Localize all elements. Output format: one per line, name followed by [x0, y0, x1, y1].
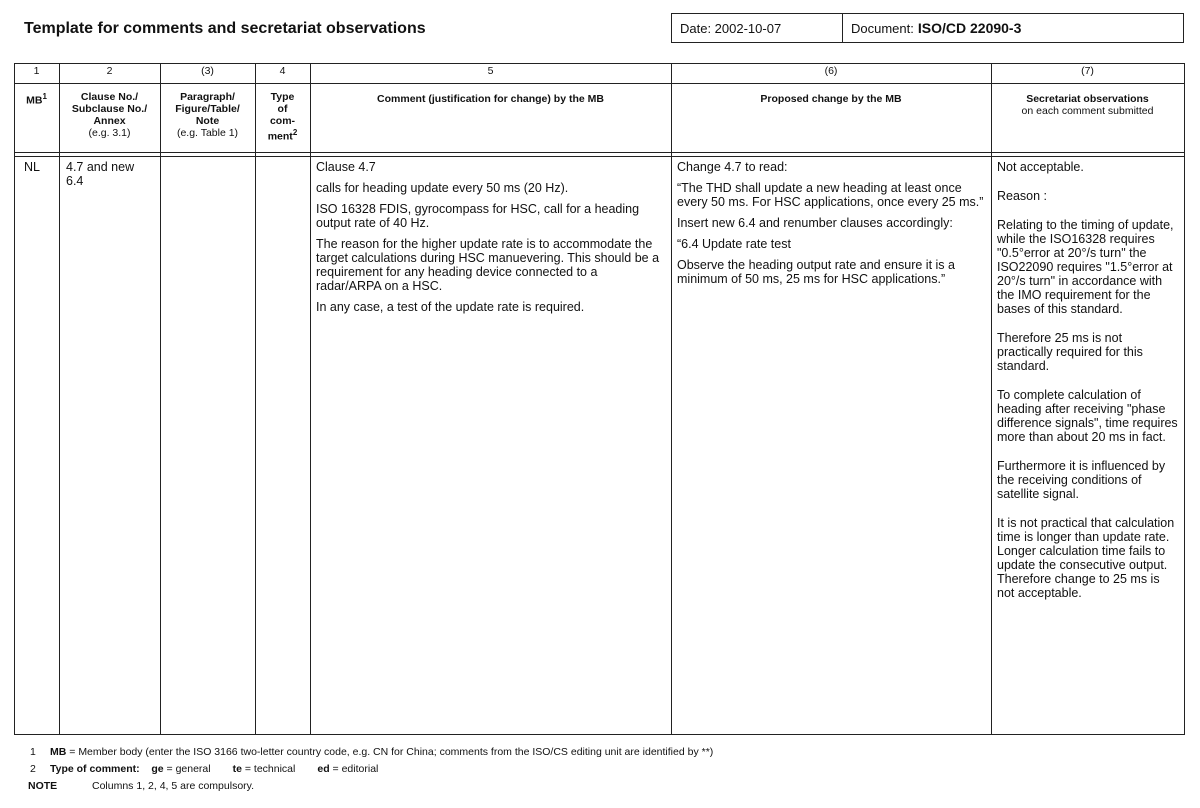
row-comment	[310, 160, 666, 321]
header-clause-line1: Clause No./	[80, 91, 139, 103]
table-divider-header	[14, 152, 1185, 153]
footnote-2-number: 2	[30, 763, 36, 775]
observation-para-1: Not acceptable.	[997, 160, 1084, 174]
col-divider-2	[160, 63, 161, 735]
header-type-line4: ment	[267, 130, 293, 143]
page-title: Template for comments and secretariat observations	[24, 20, 426, 37]
row-mb: NL	[24, 160, 40, 174]
header-paragraph	[160, 91, 255, 139]
header-paragraph-line3: Note	[195, 115, 220, 127]
col-number-5: 5	[487, 65, 494, 77]
footnote-2	[30, 761, 713, 778]
comment-para-2: calls for heading update every 50 ms (20 Hz).	[316, 181, 569, 195]
header-mb-footnote: 1	[42, 92, 47, 101]
header-paragraph-line2: Figure/Table/	[175, 103, 240, 115]
footnote-1-text: = Member body (enter the ISO 3166 two-letter country code, e.g. CN for China; comments from the ISO/CS editing unit are identified by **)	[69, 746, 714, 758]
header-proposed-label: Proposed change by the MB	[760, 93, 902, 105]
header-type-line2: of	[277, 103, 288, 115]
col-number-1: 1	[33, 65, 40, 77]
proposed-para-2: “The THD shall update a new heading at least once every 50 ms. For HSC applications, once every 25 ms.”	[677, 181, 984, 209]
document-label: Document:	[851, 20, 914, 36]
footnote-1-number: 1	[30, 746, 36, 758]
observation-para-6: Furthermore it is influenced by the receiving conditions of satellite signal.	[997, 459, 1166, 501]
footnote-ed-text: = editorial	[332, 763, 379, 775]
header-clause-line3: Annex	[93, 115, 126, 127]
table-border-top	[14, 63, 1185, 64]
proposed-para-1: Change 4.7 to read:	[677, 160, 788, 174]
table-divider-numbers	[14, 83, 1185, 84]
row-proposed	[671, 160, 991, 293]
observation-para-3: Relating to the timing of update, while the ISO16328 requires "0.5°error at 20°/s turn" the ISO22090 requires "1.5°error at 20°/s turn" in accordance with the IMO requirement for the bases of this standard.	[997, 218, 1174, 316]
header-secretariat-label: Secretariat observations	[1026, 93, 1149, 105]
footnotes	[30, 744, 713, 795]
footnote-1	[30, 744, 713, 761]
comment-para-5: In any case, a test of the update rate is required.	[316, 300, 585, 314]
comments-table	[14, 63, 1185, 735]
col-number-6: (6)	[824, 65, 838, 77]
footnote-te-text: = technical	[244, 763, 296, 775]
document-id: ISO/CD 22090-3	[917, 20, 1022, 36]
date-box	[671, 13, 843, 43]
observation-para-2: Reason :	[997, 189, 1048, 203]
footnote-note	[30, 778, 713, 795]
footnote-ge-code: ge	[151, 763, 164, 775]
document-box	[842, 13, 1184, 43]
header-type-line3: com-	[269, 115, 296, 127]
comment-para-1: Clause 4.7	[316, 160, 376, 174]
header-paragraph-line1: Paragraph/	[180, 91, 235, 103]
header-type-line1: Type	[270, 91, 295, 103]
proposed-para-3: Insert new 6.4 and renumber clauses accordingly:	[677, 216, 953, 230]
proposed-para-5: Observe the heading output rate and ensure it is a minimum of 50 ms, 25 ms for HSC applications.”	[677, 258, 955, 286]
header-mb	[14, 91, 59, 107]
header-comment	[310, 93, 671, 105]
observation-para-4: Therefore 25 ms is not practically required for this standard.	[997, 331, 1143, 373]
col-number-3: (3)	[201, 65, 214, 77]
row-observations	[991, 160, 1184, 615]
observation-para-7: It is not practical that calculation time is longer than update rate. Longer calculation time fails to update the consecutive output. Therefore change to 25 ms is not acceptable.	[997, 516, 1175, 600]
table-border-bottom	[14, 734, 1185, 735]
footnote-ge-text: = general	[166, 763, 211, 775]
header-clause	[59, 91, 160, 139]
col-divider-3	[255, 63, 256, 735]
col-number-7: (7)	[1081, 65, 1094, 77]
comment-para-4: The reason for the higher update rate is to accommodate the target calculations during HSC manuevering. This should be a requirement for any heading device connected to a radar/ARPA on a HSC.	[316, 237, 660, 293]
note-term: NOTE	[28, 780, 58, 792]
observation-para-5: To complete calculation of heading after receiving "phase difference signals", time requires more than about 20 ms in fact.	[997, 388, 1178, 444]
col-number-4: 4	[279, 65, 286, 77]
header-type-footnote: 2	[292, 128, 298, 137]
header-mb-label: MB	[26, 94, 43, 107]
footnote-te-code: te	[232, 763, 242, 775]
header-type	[255, 91, 310, 143]
date-value: Date: 2002-10-07	[680, 20, 782, 36]
header-secretariat	[991, 93, 1184, 117]
comment-para-3: ISO 16328 FDIS, gyrocompass for HSC, call for a heading output rate of 40 Hz.	[316, 202, 640, 230]
table-border-right	[1184, 63, 1185, 735]
note-text: Columns 1, 2, 4, 5 are compulsory.	[92, 780, 255, 792]
header-clause-line2: Subclause No./	[71, 103, 148, 115]
table-divider-header-double	[14, 156, 1185, 157]
col-number-2: 2	[106, 65, 113, 77]
proposed-para-4: “6.4 Update rate test	[677, 237, 791, 251]
footnote-1-term: MB	[50, 746, 67, 758]
header-secretariat-sub: on each comment submitted	[1021, 105, 1154, 117]
header-proposed	[671, 93, 991, 105]
header-comment-label: Comment (justification for change) by the MB	[377, 93, 604, 105]
header-paragraph-example: (e.g. Table 1)	[176, 127, 239, 139]
footnote-2-term: Type of comment:	[50, 763, 140, 775]
footnote-ed-code: ed	[317, 763, 330, 775]
header-clause-example: (e.g. 3.1)	[88, 127, 131, 139]
row-clause: 4.7 and new 6.4	[66, 160, 135, 188]
